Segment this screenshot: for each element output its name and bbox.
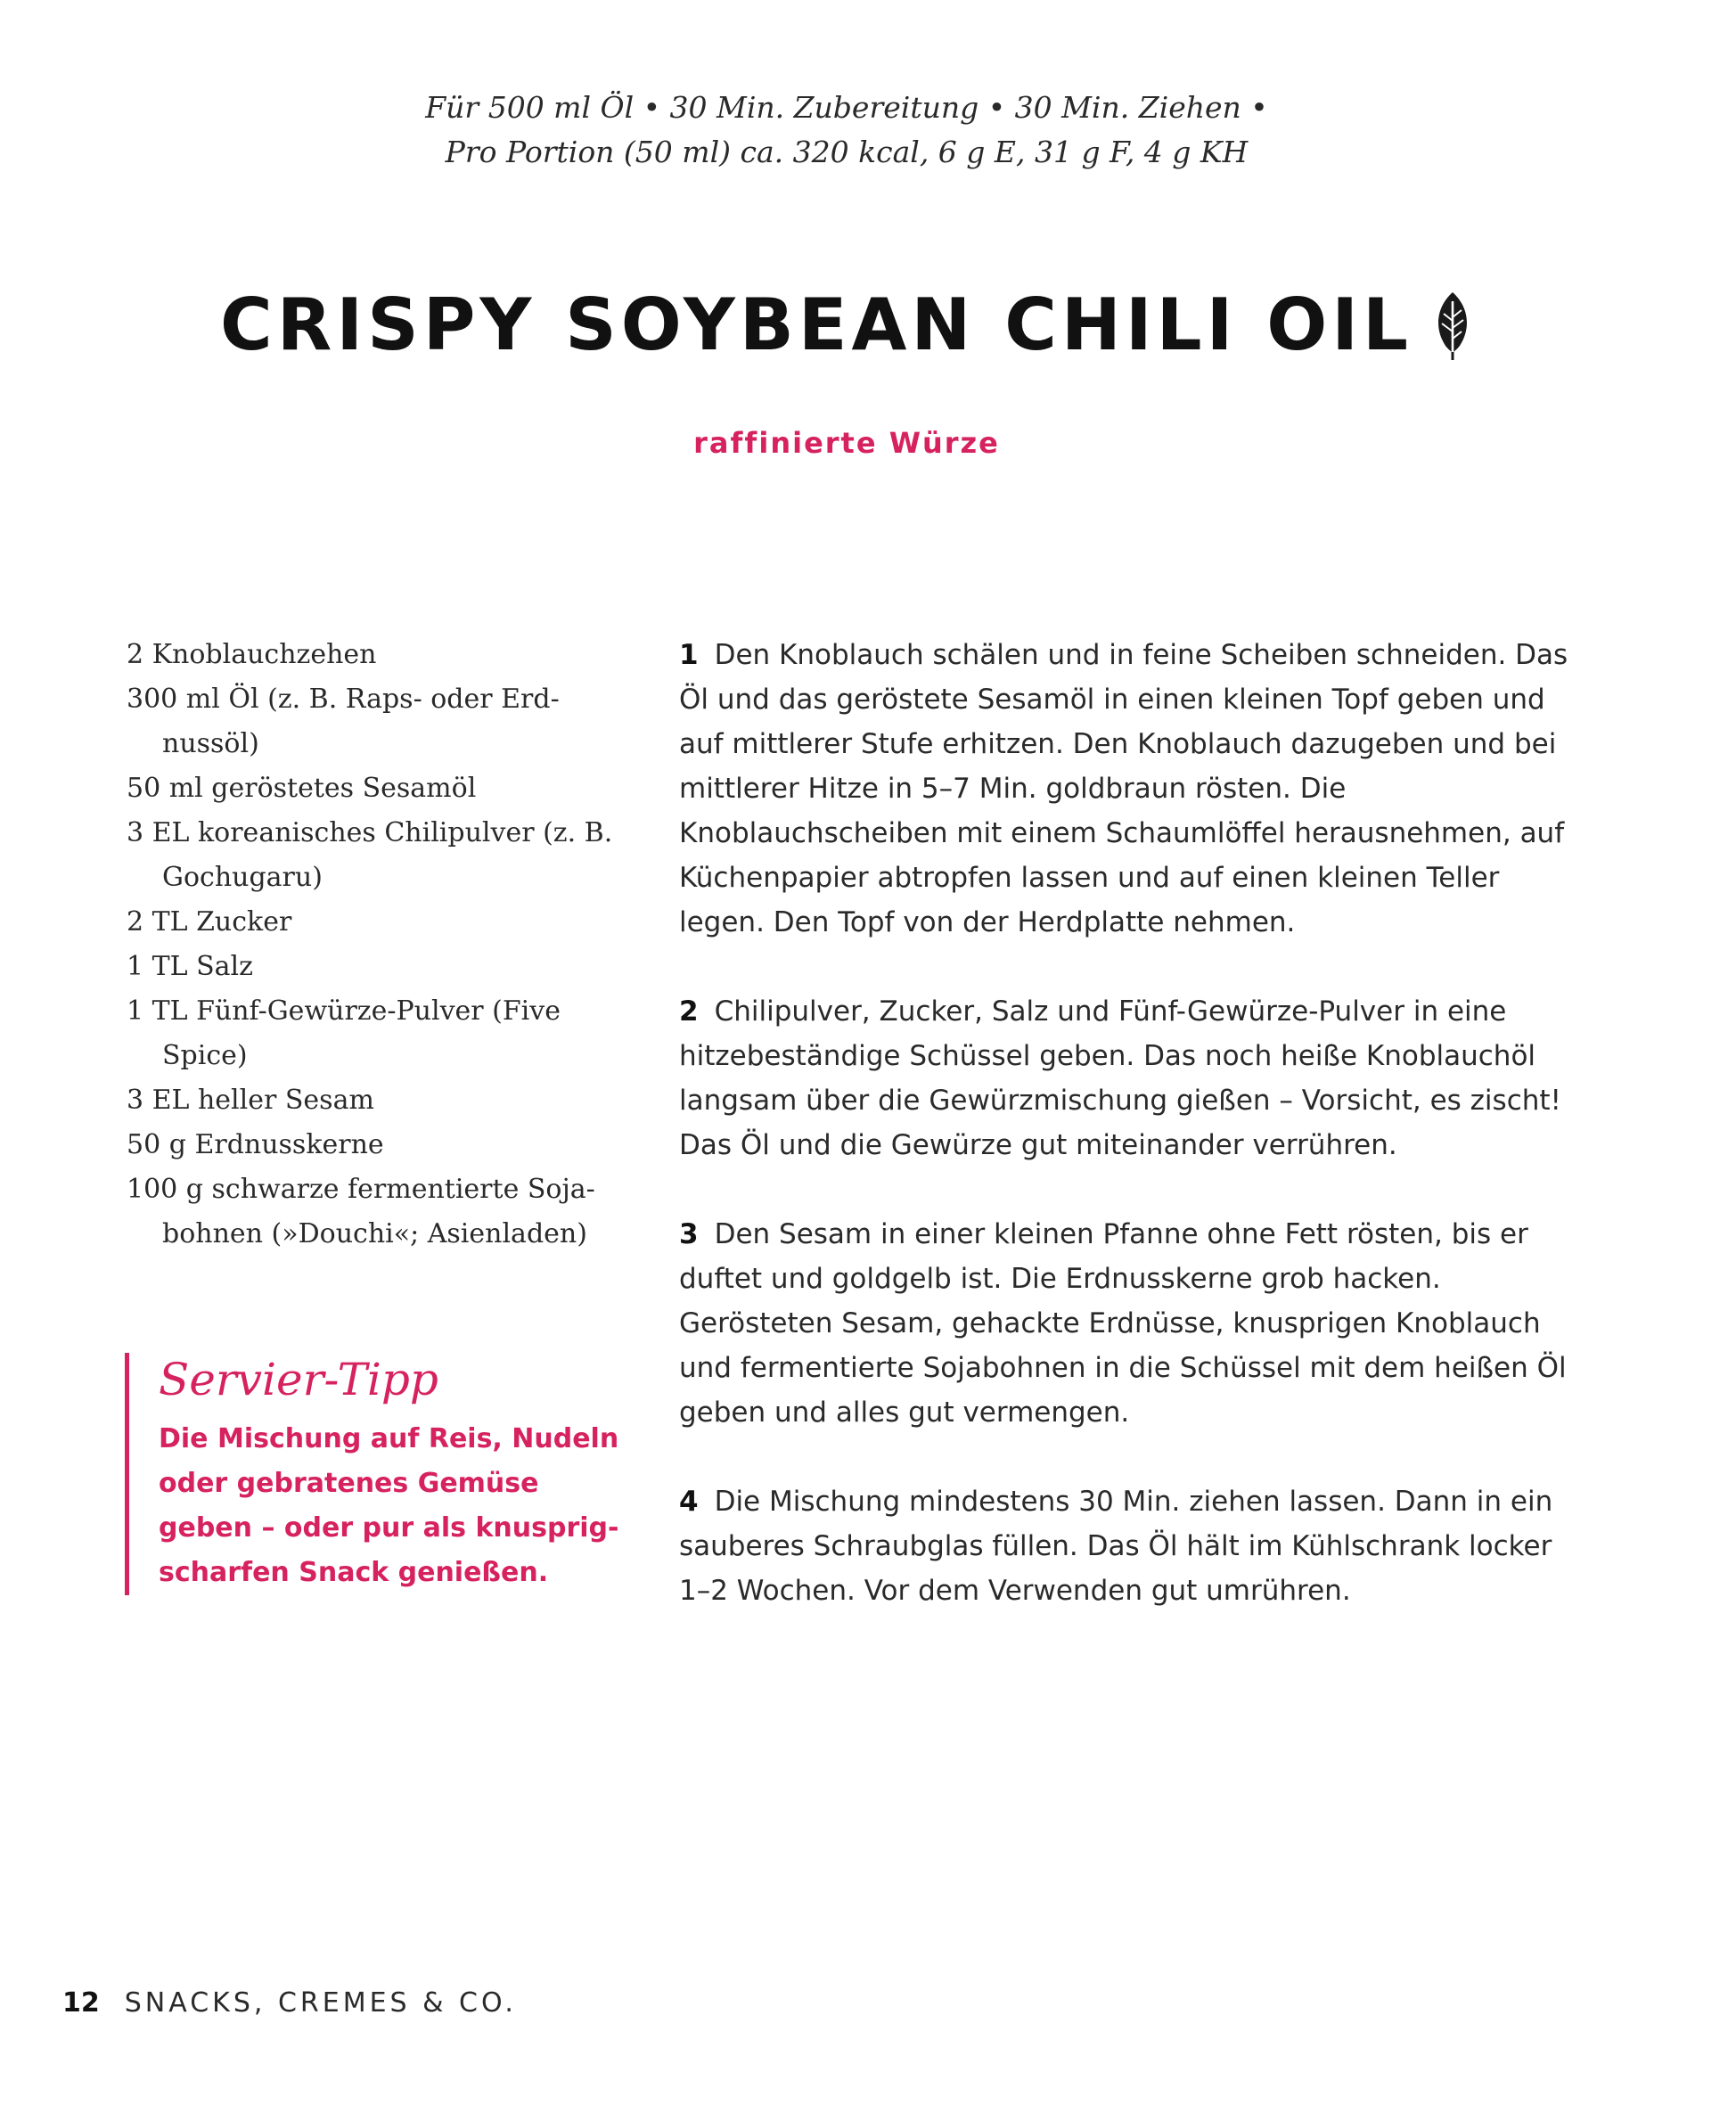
step-text: Den Sesam in einer kleinen Pfanne ohne Fett rösten, bis er duftet und goldgelb ist. Die Erdnusskerne grob hacken. Gerösteten Sesam, gehackte Erdnüsse, knusprigen Knoblauch und fermentierte Sojabohnen in die Schüssel mit dem heißen Öl geben und alles gut vermengen. bbox=[679, 1218, 1567, 1429]
recipe-meta bbox=[0, 86, 1693, 175]
step-text: Die Mischung mindestens 30 Min. ziehen lassen. Dann in ein sauberes Schraubglas füllen. Das Öl hält im Kühlschrank locker 1–2 Wochen. Vor dem Verwenden gut umrühren. bbox=[679, 1486, 1553, 1607]
step-number: 3 bbox=[679, 1218, 699, 1250]
step-number: 4 bbox=[679, 1486, 699, 1518]
title-row bbox=[0, 283, 1693, 366]
leaf-icon bbox=[1432, 289, 1473, 362]
ingredient-item: 2 TL Zucker bbox=[127, 906, 292, 938]
step-1 bbox=[679, 633, 1579, 945]
ingredient-item: 100 g schwarze fermentierte Soja-bohnen (»Douchi«; Asienladen) bbox=[127, 1174, 595, 1249]
ingredient-item: 3 EL heller Sesam bbox=[127, 1085, 374, 1116]
page-footer bbox=[62, 1987, 517, 2019]
page-number: 12 bbox=[62, 1987, 100, 2019]
step-text: Chilipulver, Zucker, Salz und Fünf-Gewürze-Pulver in eine hitzebeständige Schüssel geben. Das noch heiße Knoblauchöl langsam über die Gewürzmischung gießen – Vorsicht, es zischt! Das Öl und die Gewürze gut miteinander verrühren. bbox=[679, 995, 1561, 1161]
step-2 bbox=[679, 989, 1579, 1167]
ingredient-item: 3 EL koreanisches Chilipulver (z. B. Gochugaru) bbox=[127, 817, 613, 893]
recipe-title: CRISPY SOYBEAN CHILI OIL bbox=[220, 283, 1413, 366]
ingredient-item: 300 ml Öl (z. B. Raps- oder Erd-nussöl) bbox=[127, 684, 560, 759]
recipe-subtitle: raffinierte Würze bbox=[693, 426, 1000, 460]
step-number: 1 bbox=[679, 639, 699, 671]
ingredient-item: 1 TL Salz bbox=[127, 951, 253, 982]
step-number: 2 bbox=[679, 995, 699, 1028]
section-name: SNACKS, CREMES & CO. bbox=[124, 1987, 517, 2019]
step-4 bbox=[679, 1479, 1579, 1613]
ingredient-item: 2 Knoblauchzehen bbox=[127, 639, 377, 670]
ingredient-item: 1 TL Fünf-Gewürze-Pulver (Five Spice) bbox=[127, 995, 561, 1071]
preparation-steps bbox=[679, 633, 1579, 1658]
tip-title: Servier-Tipp bbox=[159, 1354, 438, 1405]
ingredient-item: 50 ml geröstetes Sesamöl bbox=[127, 773, 477, 804]
meta-nutrition: Pro Portion (50 ml) ca. 320 kcal, 6 g E, 31 g F, 4 g KH bbox=[445, 135, 1249, 169]
step-text: Den Knoblauch schälen und in feine Scheiben schneiden. Das Öl und das geröstete Sesamöl in einen kleinen Topf geben und auf mittlerer Stufe erhitzen. Den Knoblauch dazugeben und bei mittlerer Hitze in 5–7 Min. goldbraun rösten. Die Knoblauchscheiben mit einem Schaumlöffel herausnehmen, auf Küchenpapier abtropfen lassen und auf einen kleinen Teller legen. Den Topf von der Herdplatte nehmen. bbox=[679, 639, 1568, 938]
step-3 bbox=[679, 1212, 1579, 1435]
tip-text: Die Mischung auf Reis, Nudeln oder gebratenes Gemüse geben – oder pur als knusprig-scharfen Snack genießen. bbox=[159, 1423, 619, 1588]
meta-yield-time: Für 500 ml Öl • 30 Min. Zubereitung • 30 Min. Ziehen • bbox=[425, 90, 1268, 125]
ingredient-list bbox=[127, 633, 626, 1257]
serving-tip bbox=[125, 1353, 622, 1595]
ingredient-item: 50 g Erdnusskerne bbox=[127, 1129, 384, 1160]
